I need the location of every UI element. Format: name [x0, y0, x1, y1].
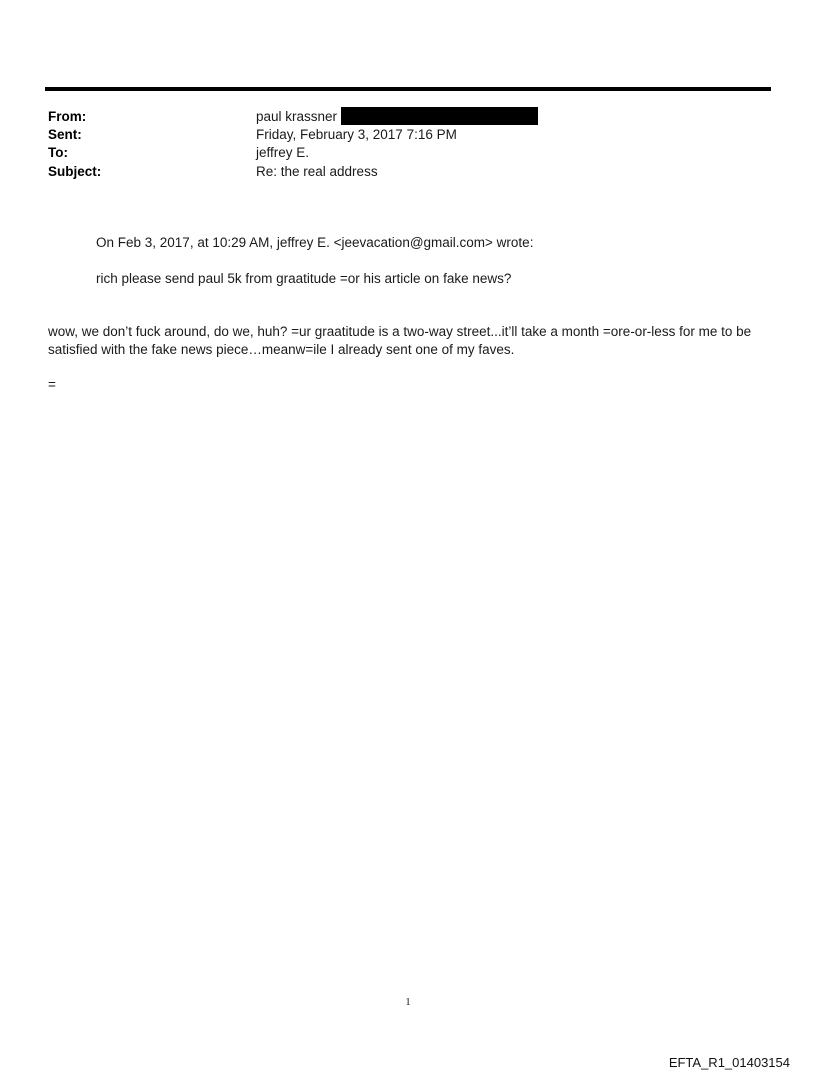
email-header — [48, 107, 768, 181]
from-row — [48, 107, 768, 126]
reply-message: wow, we don’t fuck around, do we, huh? =ur graatitude is a two-way street...it’ll take a month =ore-or-less for me to be satisfied with the fake news piece…meanw=ile I already sent one of my faves. — [48, 324, 752, 357]
subject-row — [48, 163, 768, 182]
from-label: From: — [48, 109, 87, 124]
sent-value: Friday, February 3, 2017 7:16 PM — [256, 126, 457, 142]
trailing-mark: = — [48, 377, 56, 392]
document-id: EFTA_R1_01403154 — [668, 1055, 790, 1070]
sent-label: Sent: — [48, 126, 82, 142]
to-row — [48, 144, 768, 163]
sent-row — [48, 126, 768, 145]
subject-label: Subject: — [48, 163, 102, 179]
header-divider — [45, 87, 771, 91]
page-number: 1 — [405, 996, 411, 1008]
subject-value: Re: the real address — [256, 163, 378, 179]
to-value: jeffrey E. — [256, 145, 310, 160]
redacted-email-block — [341, 107, 538, 125]
quoted-message: rich please send paul 5k from graatitude =or his article on fake news? — [96, 271, 512, 286]
quoted-attribution: On Feb 3, 2017, at 10:29 AM, jeffrey E. <jeevacation@gmail.com> wrote: — [96, 235, 534, 250]
to-label: To: — [48, 145, 68, 160]
sender-name: paul krassner — [256, 109, 338, 124]
from-value — [256, 107, 538, 126]
